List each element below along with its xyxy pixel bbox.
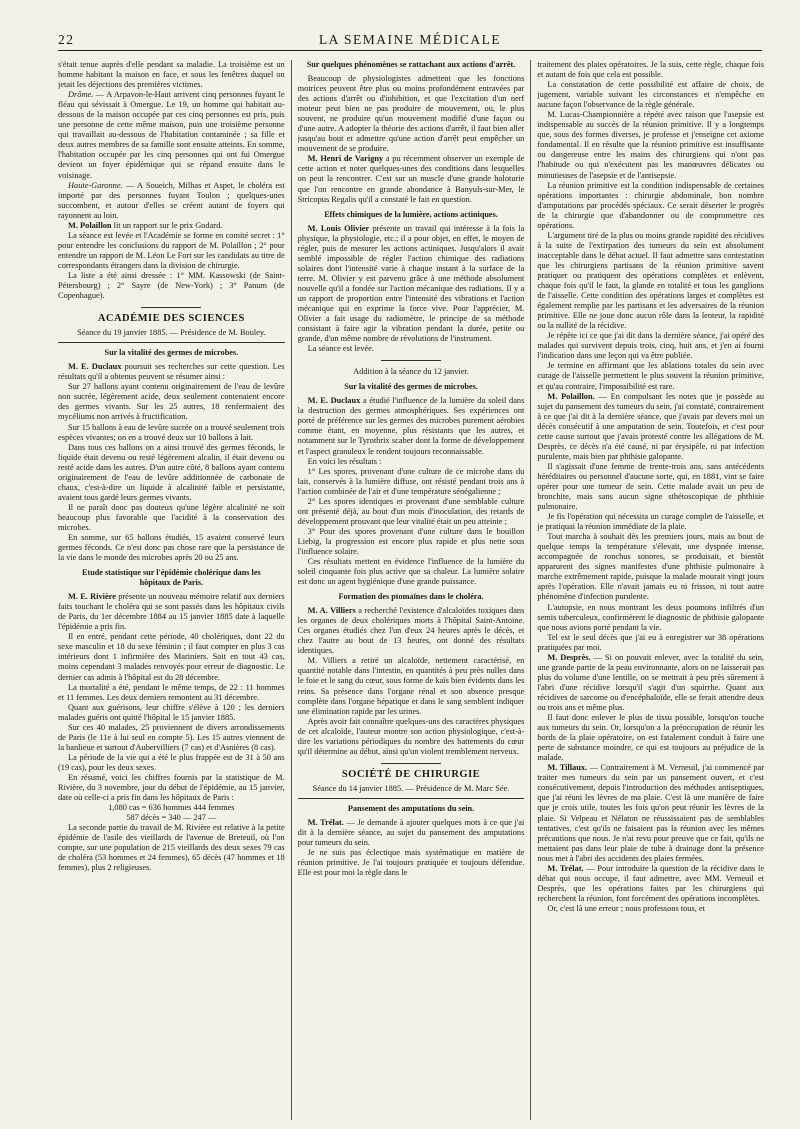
paragraph: Quant aux guérisons, leur chiffre s'élève à 120 ; les derniers malades guéris ont quitté l'hôpital le 15 janvier 1885.: [58, 702, 285, 722]
paragraph: La séance est levée et l'Académie se forme en comité secret : 1° pour entendre les conclusions du rapport de M. Polaillon ; 2° pour entendre un rapport de M. Léon Le Fort sur les candidats au titre de correspondants étrangers dans la division de chirurgie.: [58, 230, 285, 270]
addition-line: Addition à la séance du 12 janvier.: [353, 367, 469, 377]
paragraph: La réunion primitive est la condition indispensable de certaines opérations importantes : chirurgie abdominale, bon nombre d'amputations par procédés spéciaux. Ce serait déserter le progrès de la chirurgie que d'abandonner ou de compromettre ces opérations.: [537, 180, 765, 230]
paragraph: Je répète ici ce que j'ai dit dans la dernière séance, j'ai opéré des malades qui survivent depuis trois, cinq, huit ans, et j'en ai fourni l'indication dans une leçon qui va être publiée.: [537, 331, 765, 361]
paragraph: Tout marcha à souhait dès les premiers jours, mais au bout de quelque temps la température s'élevait, une dyspnée intense, accompagnée de ronchus sonores, se produisait, et bientôt apparurent des signes manifestes d'une phthisie pulmonaire à marche extrêmement rapide, puisque la malade mourait vingt jours après l'opération. Elle n'avait jamais eu ni frisson, ni tout autre phénomène d'infection purulente.: [537, 532, 765, 602]
paragraph: La période de la vie qui a été le plus frappée est de 31 à 50 ans (19 cas), pour les deux sexes.: [58, 752, 285, 772]
paragraph: Sur 15 ballons à eau de levûre sucrée on a trouvé seulement trois espèces vivantes; on en a trouvé deux sur 10 ballons à lait.: [58, 422, 285, 442]
paragraph: L'argument tiré de la plus ou moins grande rapidité des récidives à la suite de l'extirpation des tumeurs du sein est absolument inacceptable dans le débat actuel. Il faut admettre sans contestation que les chirurgiens partisans de la réunion primitive savent pratiquer ou pratiquent des opérations complètes et enlèvent, chaque fois qu'il le faut, la glande en totalité et tous les ganglions de l'aisselle. Cette condition des opérations larges et complètes est également remplie par les partisans et les adversaires de la réunion primitive. Elle ne joue donc aucun rôle dans la lenteur, la rapidité ou la nullité de la récidive.: [537, 230, 765, 331]
column-1: [58, 60, 285, 1120]
paragraph: M. Lucas-Championnière a répété avec raison que l'asepsie est indispensable au succès de la réunion primitive. Il y a longtemps que, sous des formes diverses, je professe et j'enseigne cet axiome fondamental. Il en résulte que la réunion primitive est insuffisante ou dangereuse entre les mains des chirurgiens qui n'ont pas l'habitude ou qui n'exécutent pas les manœuvres délicates ou minutieuses de l'asepsie et de l'antisepsie.: [537, 110, 765, 180]
paragraph: Il s'agissait d'une femme de trente-trois ans, sans antécédents héréditaires ou personnel d'aucune sorte, qui, en 1881, vint se faire opérer pour une tumeur de sein. Cette malade avait un peu de bronchite, mais sans aucun signe sthétoscopique de phthisie pulmonaire.: [537, 461, 765, 512]
paragraph: La mortalité a été, pendant le même temps, de 22 : 11 hommes et 11 femmes. Les deux derniers remontent au 31 décembre.: [58, 682, 285, 702]
paragraph: Il faut donc enlever le plus de tissu possible, lorsqu'on touche aux tumeurs du sein. Or, lorsqu'on a la préoccupation de réunir les bords de la plaie opératoire, on est fatalement conduit à faire une perte de substance moindre, ce qui est toujours au préjudice de la malade.: [537, 713, 765, 763]
journal-title: LA SEMAINE MÉDICALE: [318, 32, 502, 47]
paragraph: Dans tous ces ballons on a ainsi trouvé des germes féconds, le liquide était devenu ou resté légèrement alcalin, il était devenu ou resté acide dans les autres. D'un autre côté, 8 ballons ayant contenu originairement de l'eau de levûre additionnée de carbonate de chaux, c'est-à-dire un liquide à alcalinité faible et persistante, avaient tous gardé leurs germes vivants.: [58, 442, 285, 502]
speaker-name: M. Trélat.: [547, 863, 584, 873]
paragraph: M. E. Duclaux poursuit ses recherches sur cette question. Les résultats qu'il a obtenus peuvent se résumer ainsi :: [58, 362, 285, 382]
paragraph: 2° Les spores identiques et provenant d'une semblable culture ont présenté déjà, au bout d'un mois d'inoculation, des retards de développement prouvant que leur vitalité était un peu atteinte ;: [297, 496, 525, 526]
speaker-name: M. Trélat.: [307, 817, 344, 827]
paragraph: s'était tenue auprès d'elle pendant sa maladie. La troisième est un homme habitant la maison en face, et sous les fenêtres duquel on jetait les déjections des premières victimes.: [58, 60, 285, 90]
paragraph: traitement des plaies opératoires. Je la suis, cette règle, chaque fois et autant de fois que cela est possible.: [537, 60, 765, 80]
column-rule: [530, 60, 531, 1120]
paragraph: M. E. Duclaux a étudié l'influence de la lumière du soleil dans la destruction des germes atmosphériques. Ses expériences ont porté de préférence sur les germes des microbes purement aérobies comme étant, en moyenne, plus résistants que les autres, et notamment sur le Tyrothrix scaber dont la forme de développement et l'aspect granuleux le rendent toujours reconnaissable.: [297, 396, 525, 456]
paragraph: Il en entré, pendant cette période, 40 cholériques, dont 22 du sexe masculin et 18 du sexe féminin ; il faut compter en plus 3 cas intérieurs dont 1 infirmière des Mariniers. Soit en tout 43 cas, moins cependant 3 malades renvoyés pour erreur de diagnostic. Le dernier cas admis à l'hôpital est du 28 décembre.: [58, 632, 285, 682]
speaker-name: M. E. Rivière: [68, 592, 116, 602]
paragraph: En voici les résultats :: [307, 456, 382, 466]
speaker-name: M. Louis Olivier: [307, 223, 370, 233]
subsection-heading: Sur la vitalité des germes de microbes.: [344, 382, 478, 392]
subsection-heading: Pansement des amputations du sein.: [347, 803, 475, 813]
subsection-heading: Formation des ptomaïnes dans le choléra.: [338, 592, 484, 602]
session-line: Séance du 14 janvier 1885. — Présidence de M. Marc Sée.: [312, 783, 510, 793]
page-header: [58, 30, 762, 51]
column-rule: [291, 60, 292, 1120]
session-line: Séance du 19 janvier 1885. — Présidence de M. Bouley.: [77, 328, 266, 338]
column-3: [537, 60, 764, 1120]
paragraph: M. Desprès. — Si on pouvait enlever, avec la totalité du sein, une grande partie de la peau environnante, alors on ne laisserait pas plus du volume d'une lentille, on se mettrait à peu près sûrement à l'abri d'une récidive lorsqu'il s'agit d'un squirrhe. Quant aux récidives de sarcome ou d'encéphaloïde, elle se ferait attendre deux ou trois ans et même plus.: [537, 652, 765, 712]
paragraph: M. A. Villiers a recherché l'existence d'alcaloïdes toxiques dans les organes de deux cholériques morts à l'hôpital Saint-Antoine. Ces organes étudiés chez l'un d'eux 24 heures après le décès, et chez l'autre au bout de 13 heures, ont donné des résultats identiques.: [297, 606, 525, 656]
paragraph: M. Trélat. — Pour introduire la question de la récidive dans le débat qui nous occupe, il faut admettre, avec MM. Verneuil et Desprès, que les opérations faites par les chirurgiens qui recherchent la réunion, font forcément des opérations incomplètes.: [537, 863, 765, 903]
paragraph: En résumé, voici les chiffres fournis par la statistique de M. Rivière, du 3 novembre, jour du début de l'épidémie, au 15 janvier, date où celle-ci a pris fin dans les hôpitaux de Paris :: [58, 773, 285, 803]
paragraph: M. E. Rivière présente un nouveau mémoire relatif aux derniers faits touchant le choléra qui se sont passés dans les hôpitaux civils de Paris, du 1er décembre 1884 au 15 janvier 1885 date à laquelle l'épidémie a pris fin.: [58, 592, 285, 632]
paragraph: Sur ces 40 malades, 25 proviennent de divers arrondissements de Paris (le 11e à lui seul en compte 5). Les 15 autres viennent de la banlieue et surtout d'Aubervilliers (7 cas) et d'Asnières (8 cas).: [58, 722, 285, 752]
paragraph: Je fis l'opération qui nécessita un curage complet de l'aisselle, et je pratiquai la réunion immédiate de la plaie.: [537, 512, 765, 532]
paragraph: Or, c'est là une erreur ; nous professons tous, et: [547, 903, 705, 913]
paragraph: L'autopsie, en nous montrant les deux poumons infiltrés d'un semis tuberculeux, confirmèrent le diagnostic de phthisie galopante que nous avions porté pendant la vie.: [537, 602, 765, 632]
paragraph: M. Polaillon lit un rapport sur le prix Godard.: [68, 220, 223, 230]
subsection-heading: Etude statistique sur l'épidémie cholérique dans les hôpitaux de Paris.: [82, 568, 261, 588]
section-divider: [381, 763, 441, 764]
statistic-line: 1,080 cas = 636 hommes 444 femmes: [108, 803, 235, 813]
subsection-heading: Sur la vitalité des germes de microbes.: [104, 348, 239, 358]
paragraph: La seconde partie du travail de M. Rivière est relative à la petite épidémie de l'asile des vieillards de l'avenue de Breteuil, où l'on compte, sur une population de 215 vieillards des deux sexes 79 cas de choléra (53 hommes et 24 femmes), 65 décès (47 hommes et 18 femmes), plus 2 religieuses.: [58, 823, 285, 873]
section-divider: [381, 360, 441, 361]
paragraph: M. Henri de Varigny a pu récemment observer un exemple de cette action et noter quelques-unes des conditions dans lesquelles on peut la rencontrer. C'est sur un muscle d'une grande holoturie que l'on rencontre en grande abondance à Banyuls-sur-Mer, le Stricopus Regalis qu'il a constaté le fait en question.: [297, 154, 525, 204]
paragraph: La constatation de cette possibilité est affaire de choix, de jugement, variable suivant les circonstances et n'empêche en aucune façon l'observance de la règle générale.: [537, 80, 765, 110]
paragraph: Je ne suis pas éclectique mais systématique en matière de réunion primitive. Je l'ai toujours pratiquée et toujours défendue. Elle est pour moi la règle dans le: [297, 848, 525, 878]
paragraph: Haute-Garonne. — A Soueich, Milhas et Aspet, le choléra est importé par des personnes fuyant Toulon ; quelques-unes succombent, et autour d'elles se créent autant de foyers qui rayonnent au loin.: [58, 180, 285, 220]
page-number: 22: [58, 32, 75, 47]
paragraph: Il ne paraît donc pas douteux qu'une légère alcalinité ne soit beaucoup plus favorable que l'acidité à la conservation des microbes.: [58, 502, 285, 532]
paragraph: La séance est levée.: [307, 344, 374, 354]
paragraph: 3° Pour des spores provenant d'une culture dans le bouillon Liebig, la progression est encore plus rapide et plus nette sous l'influence solaire.: [297, 526, 525, 556]
paragraph: M. Tillaux. — Contrairement à M. Verneuil, j'ai commencé par traiter mes tumeurs du sein par un pansement ouvert, et c'est consécutivement, depuis l'introduction des méthodes antiseptiques, que j'ai réuni les lèvres de ma plaie. C'est là une manière de faire que je crois utile, toutes les fois qu'on peut réunir les lèvres de la plaie. Si Velpeau et Nélaton ne réussissaient pas de semblables tentatives, c'est qu'ils ne faisaient pas la réunion avec les mêmes précautions que nous. Je n'ai revu pour preuve que ce fait, qu'ils ne mettaient pas dans leur plaie de tube à drainage dont la présence nous met à l'abri des accidents des plaies fermées.: [537, 763, 765, 863]
paragraph: En somme, sur 65 ballons étudiés, 15 avaient conservé leurs germes féconds. Ce n'est donc pas chose rare que la persistance de la vie dans le monde des microbes après 20 ou 25 ans.: [58, 533, 285, 563]
region-label: Drôme.: [68, 90, 94, 100]
rule: [58, 342, 285, 343]
paragraph: Je termine en affirmant que les ablations totales du sein avec curage de l'aisselle permettent le plus souvent la réunion primitive, et qu'au contraire, l'impossibilité est rare.: [537, 361, 765, 391]
section-heading: ACADÉMIE DES SCIENCES: [97, 313, 245, 325]
article-columns: [58, 60, 764, 1120]
paragraph: M. Villiers a retiré un alcaloïde, nettement caractérisé, en quantité notable dans l'intestin, en quantités à peu près nulles dans le foie et le sang du cœur, sous forme de kaïs bien évidents dans les reins. Sa présence dans l'organe rénal et son absence presque complète dans l'organe hépatique et dans le sang semblent indiquer une élimination rapide par les urines.: [297, 656, 525, 716]
subsection-heading: Sur quelques phénomènes se rattachant aux actions d'arrêt.: [306, 60, 516, 69]
speaker-name: M. Desprès.: [547, 652, 591, 662]
paragraph: Sur 27 ballons ayant contenu originairement de l'eau de levûre non sucrée, légèrement acide, deux seulement contenaient encore des germes vivants. Sur les 25 autres, 18 renfermaient des mycéliums non arrivés à fructification.: [58, 382, 285, 422]
paragraph: La liste a été ainsi dressée : 1° MM. Kassowski (de Saint-Pétersbourg) ; 2° Sayre (de New-York) ; 3° Panum (de Copenhague).: [58, 270, 285, 301]
region-label: Haute-Garonne.: [68, 180, 123, 190]
statistic-line: 587 décès = 340 — 247 —: [126, 813, 217, 823]
paragraph: Tel est le seul décès que j'ai eu à enregistrer sur 38 opérations pratiquées par moi.: [537, 632, 765, 652]
speaker-name: M. E. Duclaux: [307, 396, 361, 406]
speaker-name: M. Polaillon.: [547, 391, 595, 401]
paragraph: M. Louis Olivier présente un travail qui intéresse à la fois la physique, la physiologie, etc.; il a pour objet, en effet, le moyen de régler, puis de mesurer les actions actiniques. Jusqu'alors il avait semblé impossible de régler l'action chimique des radiations solaires dont l'intensité varie à chaque instant à la surface de la terre. M. Olivier y est parvenu grâce à une méthode absolument nouvelle qu'il a fondée sur l'action mécanique des radiations. Il y a un rapport de proportion entre l'intensité des vibrations et l'action mécanique qui en exprime la force vive. Pour l'apprécier, M. Olivier a fait usage du radiomètre, le principe de sa méthode consistant à faire agir la vibration pendant la durée, petite ou grande, d'un même nombre de révolutions de l'instrument.: [297, 223, 525, 344]
speaker-name: M. Tillaux.: [547, 763, 588, 773]
column-2: [298, 60, 525, 1120]
paragraph: M. Trélat. — Je demande à ajouter quelques mots à ce que j'ai dit à la dernière séance, au sujet du pansement des amputations pour tumeurs du sein.: [297, 817, 525, 848]
paragraph: Beaucoup de physiologistes admettent que les fonctions motrices peuvent être plus ou moins profondément entravées par des actions d'arrêt ou d'inhibition, et que l'excitation d'un nerf moteur peut bien ne pas produire de mouvement, ou, le plus souvent, ne produire qu'un mouvement modifié d'une façon ou d'une autre. A adopter la théorie des actions d'arrêt, il faut bien aller jusqu'au bout et admettre qu'une action d'arrêt peut empêcher un mouvement de se produire.: [297, 74, 525, 154]
speaker-name: M. A. Villiers: [307, 606, 356, 616]
speaker-name: M. Polaillon: [68, 220, 112, 230]
paragraph: Après avoir fait connaître quelques-uns des caractères physiques de cet alcaloïde, l'auteur montre son action physiologique, c'est-à-dire les variations périodiques du nombre des battements du cœur qu'il détermine au début, ainsi qu'un violent tremblement nerveux.: [297, 716, 525, 756]
section-divider: [141, 307, 201, 308]
section-heading: SOCIÉTÉ DE CHIRURGIE: [341, 768, 481, 780]
subsection-heading: Effets chimiques de la lumière, actions actiniques.: [324, 209, 498, 219]
speaker-name: M. E. Duclaux: [68, 362, 122, 372]
paragraph: Drôme. — A Arpavon-le-Haut arrivent cinq personnes fuyant le fléau qui sévissait à Omergue. Le 19, un homme qui habitait au-dessous de la maison occupée par ces cinq personnes est pris, puis une personne de cette même maison, puis une troisième personne qui travaillait au-dessous de l'habitation contaminée ; sa fille et deux autres membres de sa famille sont ensuite atteints. En somme, l'habitation occupée par les cinq personnes qui ont fui Omergue devient un foyer épidémique qui se répand ensuite dans le voisinage.: [58, 90, 285, 180]
paragraph: Ces résultats mettent en évidence l'influence de la lumière du soleil cinquante fois plus active que sa chaleur. La lumière solaire est donc un agent hygiénique d'une grande puissance.: [297, 557, 525, 587]
paragraph: M. Polaillon. — En compulsant les notes que je possède au sujet du pansement des tumeurs du sein, j'ai constaté, contrairement à ce que j'ai dit à la dernière séance, que j'avais par devers moi un décès consécutif à une amputation de sein. Toutefois, et c'est pour cette cause surtout que j'avais protesté contre les allégations de M. Desprès, ce décès n'a été causé, ni par érysipèle, ni par infection purulente, mais bien par phthisie galopante.: [537, 391, 765, 461]
paragraph: 1° Les spores, provenant d'une culture de ce microbe dans du lait, conservés à la lumière diffuse, ont résisté pendant trois ans à l'action combinée de l'air et d'une température sénégalienne ;: [297, 466, 525, 496]
rule: [298, 798, 525, 799]
speaker-name: M. Henri de Varigny: [307, 154, 384, 164]
